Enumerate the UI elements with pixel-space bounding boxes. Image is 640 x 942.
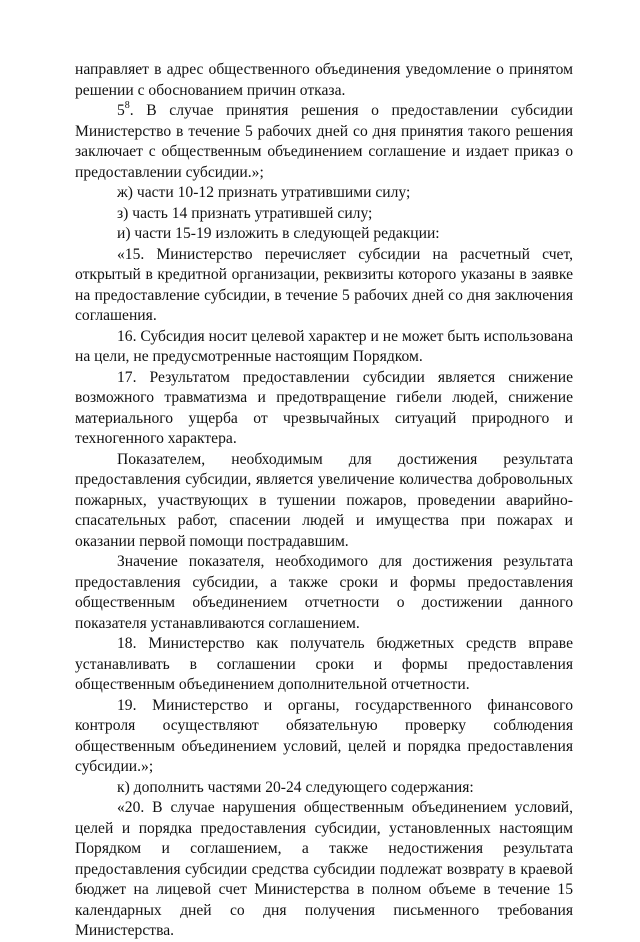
paragraph bbox=[75, 101, 573, 183]
clause-number: 5 bbox=[117, 102, 125, 119]
clause-superscript: 8 bbox=[124, 99, 130, 111]
paragraph: и) части 15-19 изложить в следующей редакции: bbox=[117, 225, 440, 242]
paragraph: «15. Министерство перечисляет субсидии на расчетный счет, открытый в кредитной организации, реквизиты которого указаны в заявке на предоставление субсидии, в течение 5 рабочих дней со дня заключения соглашения. bbox=[75, 245, 573, 324]
paragraph: 18. Министерство как получатель бюджетных средств вправе устанавливать в соглашении сроки и формы предоставления общественным объединением дополнительной отчетности. bbox=[75, 635, 573, 693]
paragraph: 17. Результатом предоставлении субсидии является снижение возможного травматизма и предотвращение гибели людей, снижение материального ущерба от чрезвычайных ситуаций природного и техногенного характера. bbox=[75, 368, 573, 447]
paragraph: ж) части 10-12 признать утратившими силу; bbox=[117, 184, 411, 201]
paragraph: 16. Субсидия носит целевой характер и не может быть использована на цели, не предусмотренные настоящим Порядком. bbox=[75, 327, 573, 365]
paragraph: «20. В случае нарушения общественным объединением условий, целей и порядка предоставления субсидии, установленных настоящим Порядком и соглашением, а также недостижения результата предоставления субсидии средства субсидии подлежат возврату в краевой бюджет на лицевой счет Министерства в полном объеме в течение 15 календарных дней со дня получения письменного требования Министерства. bbox=[75, 799, 573, 939]
paragraph: направляет в адрес общественного объединения уведомление о принятом решении с обоснованием причин отказа. bbox=[75, 61, 573, 99]
paragraph-text: . В случае принятия решения о предоставлении субсидии Министерство в течение 5 рабочих дней со дня принятия такого решения заключает с общественным объединением соглашение и издает приказ о предоставлении субсидии.»; bbox=[75, 102, 573, 181]
paragraph: Показателем, необходимым для достижения результата предоставления субсидии, является увеличение количества добровольных пожарных, участвующих в тушении пожаров, проведении аварийно-спасательных работ, спасении людей и имущества при пожарах и оказании первой помощи пострадавшим. bbox=[75, 450, 573, 550]
paragraph: к) дополнить частями 20-24 следующего содержания: bbox=[117, 778, 474, 796]
paragraph: 19. Министерство и органы, государственного финансового контроля осуществляют обязательную проверку соблюдения общественным объединением условий, целей и порядка предоставления субсидии.»; bbox=[75, 696, 573, 775]
paragraph: з) часть 14 признать утратившей силу; bbox=[117, 204, 373, 222]
paragraph: Значение показателя, необходимого для достижения результата предоставления субсидии, а также сроки и формы предоставления общественным объединением отчетности о достижении данного показателя устанавливаются соглашением. bbox=[75, 553, 573, 632]
